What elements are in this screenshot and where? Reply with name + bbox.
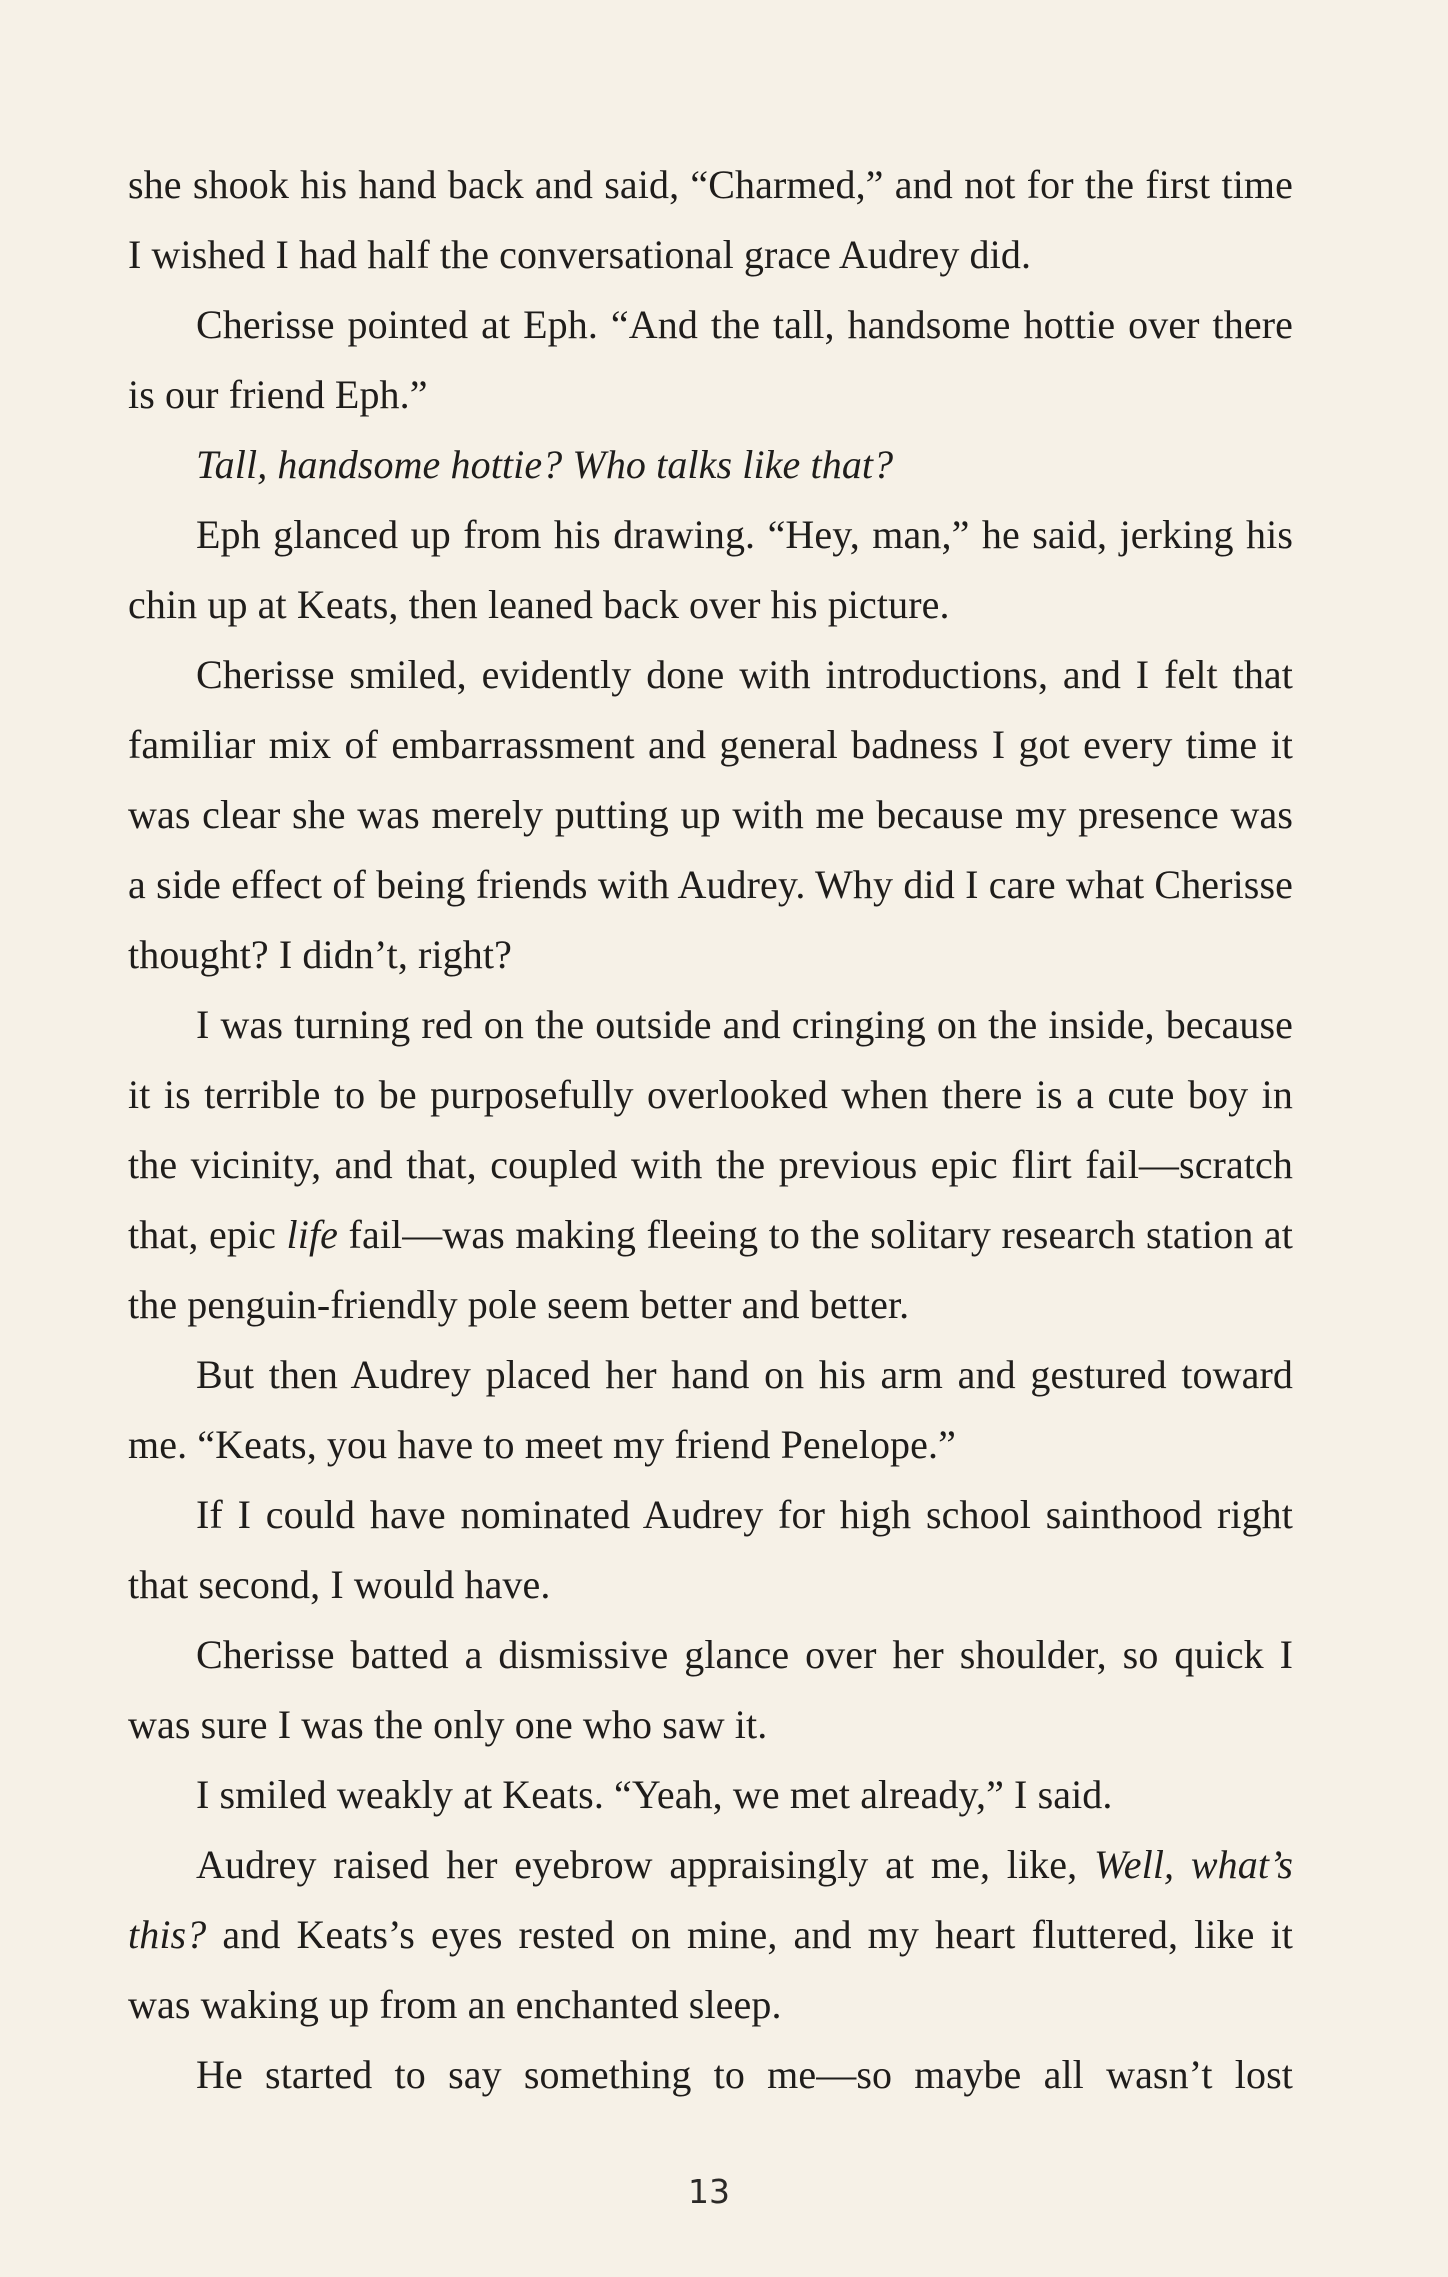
paragraph-6-text-b: fail—was making fleeing to the solitary research station at the penguin-friendly pole seem better and better. — [128, 1212, 1293, 1327]
paragraph-11 — [128, 1830, 1293, 2040]
paragraph-4: Eph glanced up from his drawing. “Hey, man,” he said, jerking his chin up at Keats, then leaned back over his picture. — [128, 512, 1293, 627]
paragraph-5: Cherisse smiled, evidently done with introductions, and I felt that familiar mix of embarrassment and general badness I got every time it was clear she was merely putting up with me because my presence was a side effect of being friends with Audrey. Why did I care what Cherisse thought? I didn’t, right? — [128, 652, 1293, 977]
paragraph-1: she shook his hand back and said, “Charmed,” and not for the first time I wished I had half the conversational grace Audrey did. — [128, 162, 1293, 277]
paragraph-11-emphasis: Well, what’s this? — [128, 1842, 1293, 1957]
paragraph-11-text-a: Audrey raised her eyebrow appraisingly at me, like, — [196, 1842, 1094, 1887]
body-text — [128, 150, 1293, 2110]
paragraph-6 — [128, 990, 1293, 1340]
paragraph-7: But then Audrey placed her hand on his arm and gestured toward me. “Keats, you have to meet my friend Penelope.” — [128, 1352, 1293, 1467]
paragraph-6-emphasis: life — [286, 1212, 339, 1257]
paragraph-10: I smiled weakly at Keats. “Yeah, we met already,” I said. — [196, 1772, 1113, 1817]
paragraph-9: Cherisse batted a dismissive glance over her shoulder, so quick I was sure I was the only one who saw it. — [128, 1632, 1293, 1747]
paragraph-11-text-b: and Keats’s eyes rested on mine, and my heart fluttered, like it was waking up from an enchanted sleep. — [128, 1912, 1293, 2027]
paragraph-6-text-a: I was turning red on the outside and cringing on the inside, because it is terrible to be purposefully overlooked when there is a cute boy in the vicinity, and that, coupled with the previous epic flirt fail—scratch that, epic — [128, 1002, 1293, 1257]
page-number: 13 — [688, 2172, 730, 2211]
paragraph-2: Cherisse pointed at Eph. “And the tall, handsome hottie over there is our friend Eph.” — [128, 302, 1293, 417]
paragraph-3-italic-thought: Tall, handsome hottie? Who talks like that? — [196, 442, 894, 487]
paragraph-8: If I could have nominated Audrey for high school sainthood right that second, I would have. — [128, 1492, 1293, 1607]
paragraph-12: He started to say something to me—so maybe all wasn’t lost — [196, 2052, 1293, 2097]
